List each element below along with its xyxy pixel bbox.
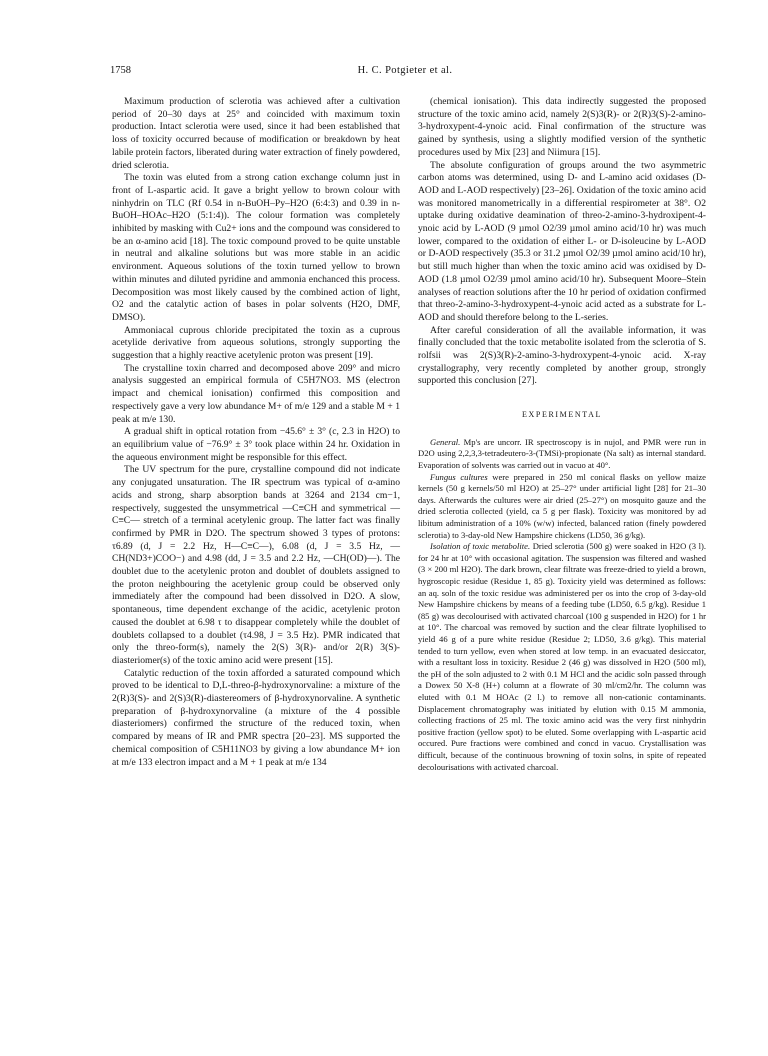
experimental-paragraph xyxy=(418,437,706,472)
subsection-text: Dried sclerotia (500 g) were soaked in H2O (3 l). for 24 hr at 10° with occasional agitation. The suspension was filtered and washed (3 × 200 ml H2O). The dark brown, clear filtrate was freeze-dried to yield a brown, hygroscopic residue (Residue 1, 85 g). Toxicity yield was determined as follows: an aq. soln of the toxic residue was administered per os into the crop of 3-day-old New Hampshire chickens by means of a feeding tube (LD50, 6.5 g/kg). Residue 1 (85 g) was decolourised with activated charcoal (100 g suspended in H2O) for 1 hr at 10°. The charcoal was removed by suction and the clear filtrate lyophilised to yield 46 g of a pure white residue (Residue 2; LD50, 3.6 g/kg). This material tended to turn yellow, even when stored at low temp. in an evacuated desiccator, with a resultant loss in toxicity. Residue 2 (46 g) was dissolved in H2O (500 ml), the pH of the soln adjusted to 2 with 0.1 M HCl and the acidic soln passed through a Dowex 50 X-8 (H+) column at a flowrate of 30 ml/cm2/hr. The column was eluted with 0.1 M HOAc (2 l.) to remove all non-cationic contaminants. Displacement chromatography was initiated by elution with 0.15 M ammonia, collecting fractions of 25 ml. The toxic amino acid was the very first ninhydrin positive fraction (yellow spot) to be eluted. Some overlapping with L-aspartic acid occured. Pure fractions were combined and concd in vacuo. Crystallisation was difficult, because of the continuous browning of toxin solns, in spite of repeated decolourisations with activated charcoal. xyxy=(418,541,706,772)
paragraph: A gradual shift in optical rotation from −45.6° ± 3° (c, 2.3 in H2O) to an equilibrium value of −76.9° ± 3° took place within 24 hr. Oxidation in the aqueous environment might be responsible for this effect. xyxy=(112,426,400,463)
subsection-title: Isolation of toxic metabolite. xyxy=(430,541,531,552)
left-column xyxy=(112,96,400,769)
paragraph: The toxin was eluted from a strong cation exchange column just in front of L-aspartic acid. It gave a bright yellow to brown colour with ninhydrin on TLC (Rf 0.54 in n-BuOH–Py–H2O (6:4:3) and 0.39 in n-BuOH–HOAc–H2O (5:1:4)). The colour formation was completely inhibited by masking with Cu2+ ions and the compound was considered to be an α-amino acid [18]. The toxic compound proved to be quite unstable in neutral and alkaline solutions but was more stable in an acidic environment. Aqueous solutions of the toxin turned yellow to brown within minutes and diluted pyridine and ammonia enchanced this process. Decomposition was most likely caused by the combined action of light, O2 and the catalytic action of bases in polar solvents (H2O, DMF, DMSO). xyxy=(112,172,400,323)
paragraph: After careful consideration of all the available information, it was finally concluded that the toxic metabolite isolated from the sclerotia of S. rolfsii was 2(S)3(R)-2-amino-3-hydroxypent-4-ynoic acid. X-ray crystallography, very recently completed by another group, strongly supported this conclusion [27]. xyxy=(418,324,706,387)
experimental-paragraph xyxy=(418,472,706,542)
subsection-text: Mp's are uncorr. IR spectroscopy is in nujol, and PMR were run in D2O using 2,2,3,3-tetradeutero-3-(TMSi)-propionate (Na salt) as internal standard. Evaporation of solvents was carried out in vacuo at 40°. xyxy=(418,436,706,471)
paragraph: Ammoniacal cuprous chloride precipitated the toxin as a cuprous acetylide derivative from aqueous solutions, strongly supporting the suggestion that a highly reactive acetylenic proton was present [19]. xyxy=(112,324,400,362)
page-header xyxy=(110,61,700,81)
paragraph: Catalytic reduction of the toxin afforded a saturated compound which proved to be identical to D,L-threo-β-hydroxynorvaline: a mixture of the 2(R)3(S)- and 2(S)3(R)-diastereomers of β-hydroxynorvaline. A synthetic preparation of β-hydroxynorvaline (a mixture of the 4 possible diasteriomers) confirmed the structure of the reduced toxin, when compared by means of IR and PMR spectra [20–23]. MS supported the chemical composition of C5H11NO3 by giving a low abundance M+ ion at m/e 133 electron impact and a M + 1 peak at m/e 134 xyxy=(112,667,400,768)
subsection-text: were prepared in 250 ml conical flasks on yellow maize kernels (50 g kernels/50 ml H2O) at 25–27° under artificial light [28] for 21–30 days. Afterwards the cultures were air dried (25–27°) on mosquito gauze and the dried sclerotia collected (yield, ca 5 g per flask). Toxicity was monitored by ad libitum administration of a 10% (w/w) infected, balanced ration (finely powdered sclerotia) to 3-day-old New Hampshire chickens (LD50, 36 g/kg). xyxy=(418,471,706,540)
experimental-paragraph xyxy=(418,541,706,773)
running-head: H. C. Potgieter et al. xyxy=(357,65,453,76)
subsection-title: Fungus cultures xyxy=(430,471,488,482)
paragraph: The UV spectrum for the pure, crystalline compound did not indicate any conjugated unsaturation. The IR spectrum was typical of α-amino acids and strong, sharp absorption bands at 3264 and 2134 cm−1, respectively, suggested the unsymmetrical —C≡CH and symmetrical —C≡C— stretch of a terminal acetylenic group. The latter fact was finally confirmed by PMR in D2O. The spectrum showed 3 types of protons: τ6.89 (d, J = 2.2 Hz, H—C≡C—), 6.08 (d, J = 3.5 Hz, —CH(ND3+)COO−) and 4.98 (dd, J = 3.5 and 2.2 Hz, —CH(OD)—). The doublet due to the acetylenic proton and doublet of doublets assigned to the proton neighbouring the acetylenic group could be observed only immediately after the compound had been dissolved in D2O. A slow, spontaneous, time dependent exchange of the acidic, acetylenic proton caused the doublet at 6.98 τ to disappear completely while the doublet of doublets collapsed to a doublet (τ4.98, J = 3.5 Hz). PMR indicated that only the threo-form(s), namely the 2(S) 3(R)- and/or 2(R) 3(S)-diasteriomer(s) of the toxic amino acid were present [15]. xyxy=(112,464,400,666)
paragraph: Maximum production of sclerotia was achieved after a cultivation period of 20–30 days at 25° and coincided with maximum toxin production. Intact sclerotia were used, since it had been established that loss of toxicity occurred because of modification or breakdown by heat labile protein factors, liberated during water extraction of finely powdered, dried sclerotia. xyxy=(112,96,400,171)
section-heading-experimental: EXPERIMENTAL xyxy=(522,410,602,420)
page-number: 1758 xyxy=(110,65,131,76)
paragraph: The absolute configuration of groups around the two asymmetric carbon atoms was determined, using D- and L-amino acid oxidases (D-AOD and L-AOD respectively) [23–26]. Oxidation of the toxic amino acid was monitored manometrically in a differential respirometer at 38°. O2 uptake during oxidative deamination of threo-2-amino-3-hydroxipent-4-ynoic acid by L-AOD (9 µmol O2/39 µmol amino acid/10 hr) was much lower, compared to the oxidation of either L- or D-isoleucine by L-AOD or D-AOD respectively (35.3 or 31.2 µmol O2/39 µmol amino acid/10 hr), but still much higher than when the toxic amino acid was oxidised by D-AOD (1.8 µmol O2/39 µmol amino acid/10 hr). Subsequent Moore–Stein analyses of reaction solutions after the 10 hr period of oxidation confirmed that threo-2-amino-3-hydroxypent-4-ynoic acid acted as a substrate for L-AOD and should therefore belong to the L-series. xyxy=(418,159,706,323)
subsection-title: General. xyxy=(430,436,461,447)
paragraph: The crystalline toxin charred and decomposed above 209° and micro analysis suggested an empirical formula of C5H7NO3. MS (electron impact and chemical ionisation) confirmed this composition and respectively gave a very low abundance M+ of m/e 129 and a stable M + 1 peak at m/e 130. xyxy=(112,362,400,425)
paragraph: (chemical ionisation). This data indirectly suggested the proposed structure of the toxic amino acid, namely 2(S)3(R)- or 2(R)3(S)-2-amino-3-hydroxypent-4-ynoic acid. Final confirmation of the structure was gained by synthesis, using a slightly modified version of the synthetic procedures used by Mix [23] and Niimura [15]. xyxy=(418,96,706,158)
right-column xyxy=(418,96,706,773)
